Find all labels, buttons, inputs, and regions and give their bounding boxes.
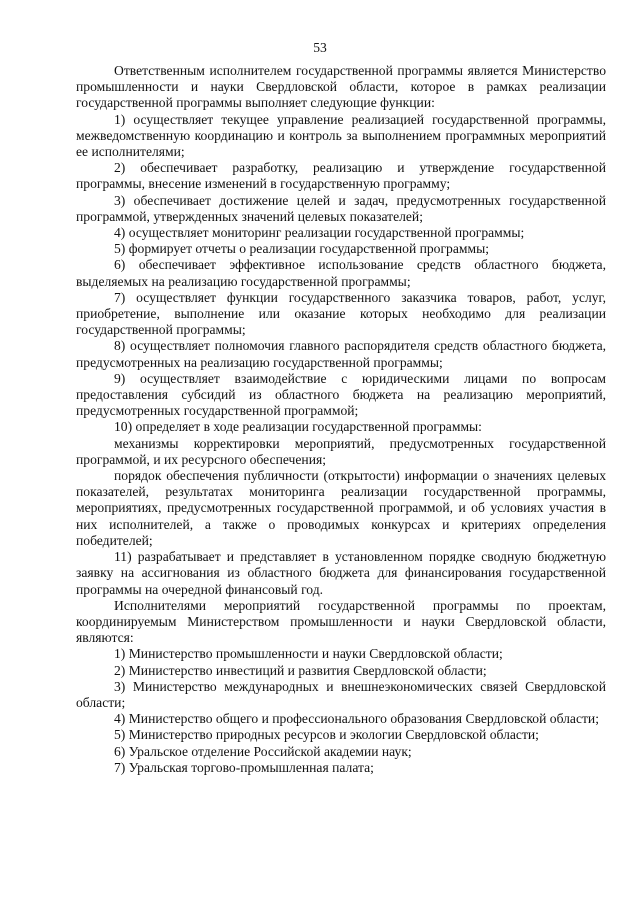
paragraph: 1) осуществляет текущее управление реализацией государственной программы, межведомственную координацию и контроль за выполнением программных мероприятий ее исполнителями;	[76, 111, 606, 160]
list-item: 5) Министерство природных ресурсов и экологии Свердловской области;	[114, 727, 539, 743]
list-item: 1) Министерство промышленности и науки Свердловской области;	[114, 646, 503, 662]
list-item: 6) Уральское отделение Российской академии наук;	[114, 743, 412, 759]
paragraph: 7) осуществляет функции государственного заказчика товаров, работ, услуг, приобретение, выполнение или оказание которых необходимо для реализации государственной программы;	[76, 289, 606, 338]
document-body	[76, 63, 606, 776]
paragraph: механизмы корректировки мероприятий, предусмотренных государственной программой, и их ресурсного обеспечения;	[76, 435, 606, 467]
paragraph: 5) формирует отчеты о реализации государственной программы;	[114, 241, 490, 257]
paragraph: 10) определяет в ходе реализации государственной программы:	[114, 419, 482, 435]
paragraph: 2) обеспечивает разработку, реализацию и утверждение государственной программы, внесение изменений в государственную программу;	[76, 160, 606, 192]
list-item: 7) Уральская торгово-промышленная палата;	[114, 759, 374, 775]
paragraph: 6) обеспечивает эффективное использование средств областного бюджета, выделяемых на реализацию государственной программы;	[76, 257, 606, 289]
list-item: 2) Министерство инвестиций и развития Свердловской области;	[114, 662, 487, 678]
page-number: 53	[313, 40, 327, 55]
list-item: 3) Министерство международных и внешнеэкономических связей Свердловской области;	[76, 678, 606, 710]
paragraph: 3) обеспечивает достижение целей и задач, предусмотренных государственной программой, утвержденных значений целевых показателей;	[76, 192, 606, 224]
paragraph: 4) осуществляет мониторинг реализации государственной программы;	[114, 225, 525, 241]
paragraph: Ответственным исполнителем государственной программы является Министерство промышленности и науки Свердловской области, которое в рамках реализации государственной программы выполняет следующие функции:	[76, 63, 606, 111]
paragraph: 11) разрабатывает и представляет в установленном порядке сводную бюджетную заявку на ассигнования из областного бюджета для финансирования государственной программы на очередной финансовый год.	[76, 549, 606, 597]
paragraph: Исполнителями мероприятий государственной программы по проектам, координируемым Министерством промышленности и науки Свердловской области, являются:	[76, 597, 606, 646]
paragraph: порядок обеспечения публичности (открытости) информации о значениях целевых показателей, результатах мониторинга реализации государственной программы, мероприятиях, предусмотренных государственной программой, и об условиях участия в них исполнителей, а также о проводимых конкурсах и критериях определения победителей;	[76, 468, 606, 548]
paragraph: 8) осуществляет полномочия главного распорядителя средств областного бюджета, предусмотренных на реализацию государственной программы;	[76, 338, 606, 370]
paragraph: 9) осуществляет взаимодействие с юридическими лицами по вопросам предоставления субсидий из областного бюджета на реализацию мероприятий, предусмотренных государственной программой;	[76, 370, 606, 419]
list-item: 4) Министерство общего и профессионального образования Свердловской области;	[114, 711, 599, 727]
